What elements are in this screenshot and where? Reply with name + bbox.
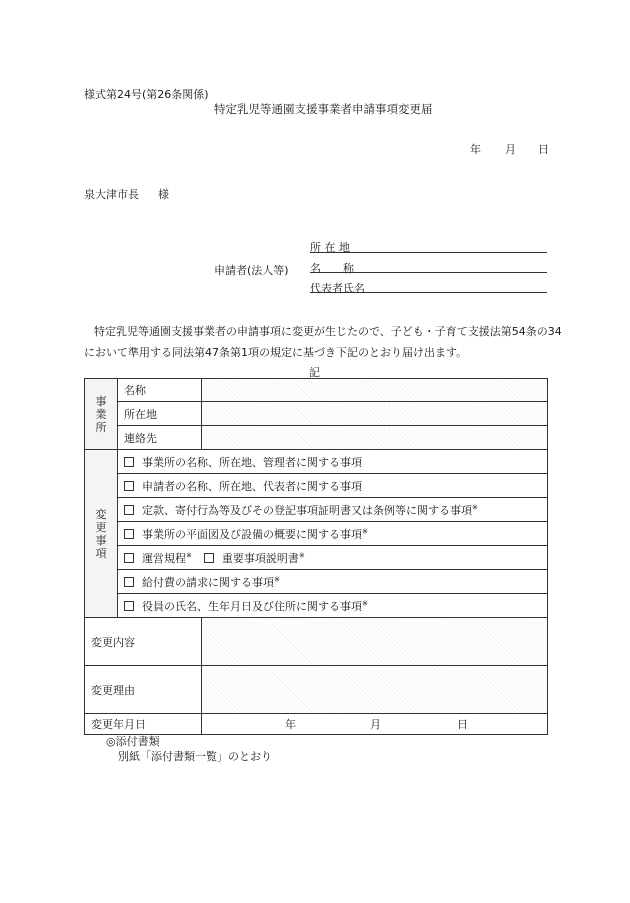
- addressee-honorific: 様: [158, 188, 169, 201]
- note-mark: ※: [362, 526, 368, 535]
- addressee-name: 泉大津市長: [84, 188, 139, 201]
- note-mark: ※: [472, 502, 478, 511]
- change-item-row[interactable]: [118, 522, 548, 546]
- checkbox[interactable]: [204, 553, 214, 563]
- change-date-month: 月: [370, 718, 381, 731]
- body-text-line2: において準用する同法第47条第1項の規定に基づき下記のとおり届け出ます。: [84, 346, 468, 359]
- office-header: 事 業 所: [85, 379, 118, 450]
- applicant-address-label: 所 在 地: [310, 241, 350, 254]
- change-item-label: 定款、寄付行為等及びその登記事項証明書又は条例等に関する事項: [142, 503, 472, 517]
- change-item-label: 給付費の請求に関する事項: [142, 575, 274, 589]
- change-item-label: 申請者の名称、所在地、代表者に関する事項: [142, 479, 362, 493]
- attachments-note: 別紙「添付書類一覧」のとおり: [118, 750, 272, 763]
- applicant-address-line: [310, 252, 547, 253]
- change-item-label: 事業所の名称、所在地、管理者に関する事項: [142, 455, 362, 469]
- applicant-representative-label: 代表者氏名: [310, 282, 365, 295]
- checkbox[interactable]: [124, 481, 134, 491]
- applicant-representative-line: [310, 292, 547, 293]
- checkbox[interactable]: [124, 577, 134, 587]
- body-text-line1: 特定乳児等通園支援事業者の申請事項に変更が生じたので、子ども・子育て支援法第54条の34: [94, 325, 562, 338]
- date-month-label: 月: [505, 143, 516, 156]
- checkbox[interactable]: [124, 505, 134, 515]
- office-contact-field[interactable]: [202, 426, 548, 450]
- office-address-field[interactable]: [202, 402, 548, 426]
- checkbox[interactable]: [124, 457, 134, 467]
- form-number: 様式第24号(第26条関係): [84, 88, 209, 101]
- applicant-name-line: [310, 272, 547, 273]
- change-date-field[interactable]: [202, 714, 548, 735]
- office-name-label: 名称: [118, 379, 202, 402]
- office-contact-label: 連絡先: [118, 426, 202, 450]
- office-address-label: 所在地: [118, 402, 202, 426]
- change-item-row[interactable]: [118, 450, 548, 474]
- change-items-header: 変 更 事 項: [85, 450, 118, 618]
- change-form-table: [84, 378, 548, 735]
- note-mark: ※: [274, 574, 280, 583]
- date-year-label: 年: [470, 143, 481, 156]
- applicant-label: 申請者(法人等): [214, 264, 289, 277]
- note-mark: ※: [298, 550, 305, 559]
- applicant-name-label: 名 称: [310, 262, 354, 275]
- change-item-label: 重要事項説明書: [221, 551, 299, 565]
- change-item-label: 運営規程: [142, 551, 186, 565]
- attachments-heading: ◎添付書類: [106, 735, 160, 748]
- change-item-row[interactable]: [118, 498, 548, 522]
- change-content-label: 変更内容: [85, 618, 202, 666]
- change-date-label: 変更年月日: [85, 714, 202, 735]
- ki-heading: 記: [309, 366, 320, 379]
- change-content-field[interactable]: [202, 618, 548, 666]
- change-item-row[interactable]: [118, 570, 548, 594]
- note-mark: ※: [186, 550, 192, 559]
- change-item-row[interactable]: [118, 474, 548, 498]
- change-item-row[interactable]: [118, 546, 548, 570]
- change-item-label: 役員の氏名、生年月日及び住所に関する事項: [142, 599, 362, 613]
- checkbox[interactable]: [124, 553, 134, 563]
- change-reason-field[interactable]: [202, 666, 548, 714]
- date-day-label: 日: [538, 143, 549, 156]
- change-date-year: 年: [285, 718, 296, 731]
- change-date-day: 日: [457, 718, 468, 731]
- document-title: 特定乳児等通園支援事業者申請事項変更届: [214, 102, 433, 116]
- note-mark: ※: [362, 598, 368, 607]
- checkbox[interactable]: [124, 601, 134, 611]
- change-reason-label: 変更理由: [85, 666, 202, 714]
- change-item-row[interactable]: [118, 594, 548, 618]
- office-name-field[interactable]: [202, 379, 548, 402]
- checkbox[interactable]: [124, 529, 134, 539]
- change-item-label: 事業所の平面図及び設備の概要に関する事項: [142, 527, 362, 541]
